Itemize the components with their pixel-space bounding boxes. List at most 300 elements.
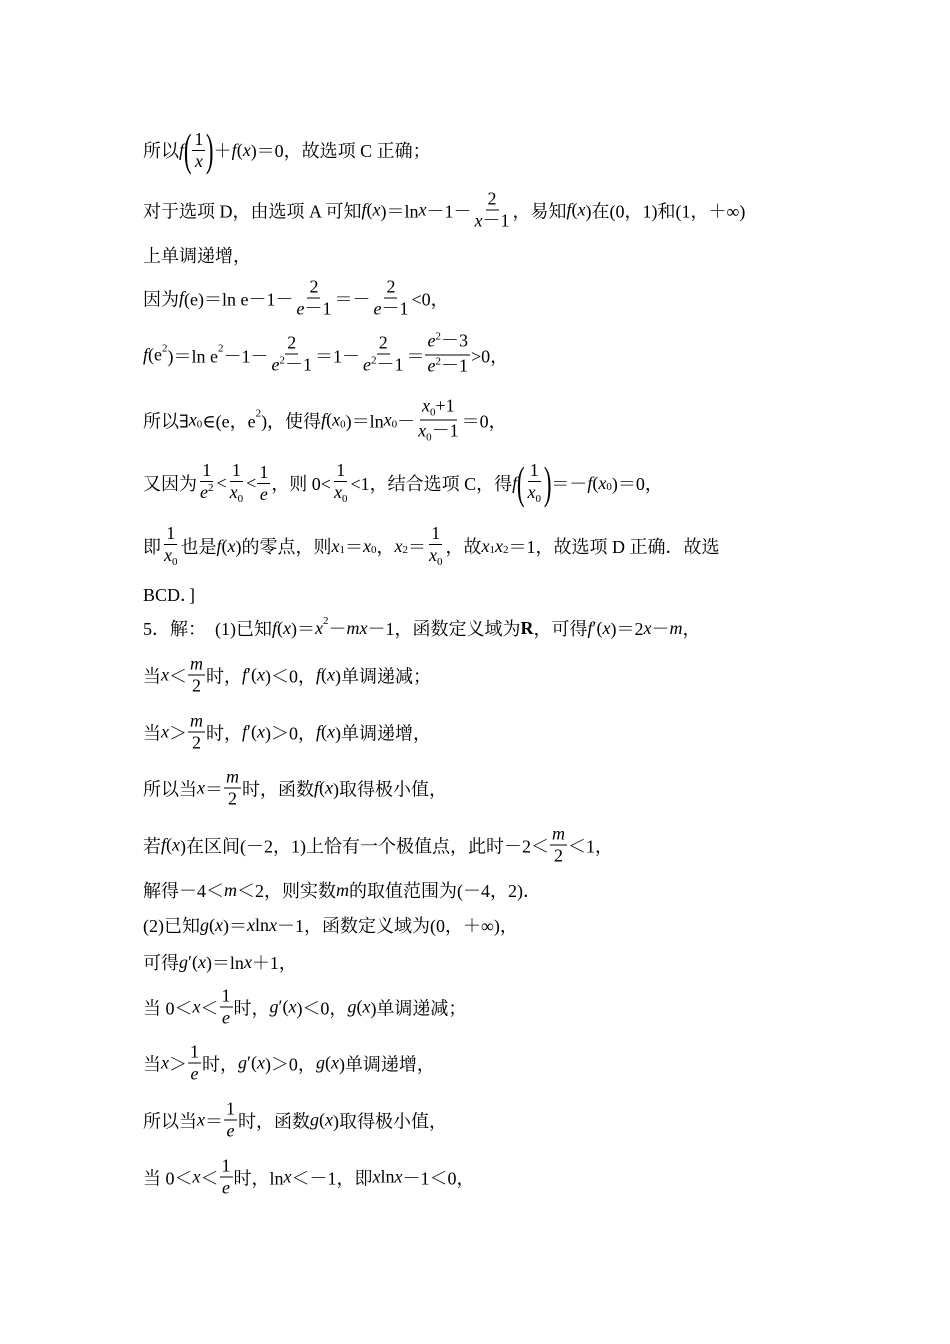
- parenthesized-fraction: [516, 457, 552, 508]
- fraction: [228, 460, 246, 506]
- text-run: 2: [192, 732, 201, 753]
- fraction-numerator: [188, 711, 205, 733]
- text-run: 当 0＜: [143, 998, 193, 1018]
- math-variable: x: [330, 1052, 339, 1073]
- math-variable: g: [200, 914, 209, 935]
- fraction-denominator: [225, 1121, 237, 1142]
- text-run: 时，: [202, 1054, 238, 1074]
- subscript: 0: [341, 493, 348, 505]
- math-variable: x: [602, 617, 611, 638]
- text-run: 1: [194, 128, 204, 149]
- text-run: )＝ln: [205, 953, 244, 973]
- text-run: －1，函数定义域为(0，＋∞)，: [277, 916, 518, 936]
- text-run: <: [216, 472, 227, 493]
- fraction-denominator: [226, 789, 239, 810]
- line-content: [143, 242, 251, 268]
- math-variable: f: [566, 199, 572, 220]
- text-run: 上单调递增，: [143, 246, 251, 266]
- text-run: －1: [431, 420, 459, 441]
- math-variable: g: [179, 951, 188, 972]
- fraction-denominator: [361, 354, 406, 378]
- text-run: (: [366, 199, 373, 220]
- math-variable: x: [164, 545, 172, 565]
- fraction-denominator: [189, 1064, 201, 1085]
- text-run: (: [221, 535, 228, 556]
- line-content: [143, 986, 466, 1029]
- subscript: 0: [371, 544, 377, 556]
- text-run: ，则 0<: [271, 474, 331, 494]
- text-run: ′(: [592, 617, 603, 638]
- text-run: －1－: [223, 346, 269, 366]
- text-run: 又因为: [143, 474, 197, 494]
- text-run: (e: [148, 344, 162, 365]
- subscript: 1: [489, 544, 496, 556]
- text-run: ＝1－: [314, 346, 360, 366]
- subscript: 0: [437, 556, 443, 568]
- subscript: 2: [503, 544, 509, 556]
- text-run: ＝－: [334, 289, 371, 309]
- math-variable: x: [188, 409, 197, 430]
- math-variable: x: [283, 617, 292, 638]
- text-run: ＜1，: [568, 836, 613, 856]
- text-run: ＝: [205, 1111, 223, 1131]
- math-variable: x: [256, 721, 265, 742]
- math-variable: f: [242, 664, 248, 685]
- fraction: [294, 277, 333, 320]
- line-content: [143, 824, 613, 867]
- text-run: ＞: [169, 1054, 187, 1074]
- math-variable: f: [161, 834, 167, 855]
- fraction-denominator: [416, 421, 461, 445]
- text-run: )取得极小值，: [333, 779, 448, 799]
- math-set-symbol: R: [520, 617, 534, 638]
- text-run: (: [571, 199, 578, 220]
- math-variable: x: [325, 777, 334, 798]
- math-variable: g: [238, 1052, 247, 1073]
- text-run: )单调递减；: [370, 998, 467, 1018]
- text-run: 当: [143, 666, 161, 686]
- math-variable: x: [527, 482, 536, 502]
- text-run: ＝: [408, 537, 427, 557]
- text-run: 1: [166, 523, 176, 543]
- right-paren: ): [206, 124, 214, 175]
- text-run: )＝ln: [380, 201, 419, 221]
- math-variable: x: [161, 721, 169, 742]
- fraction-denominator: [193, 151, 205, 172]
- math-variable: x: [197, 951, 206, 972]
- text-run: －1: [381, 298, 409, 319]
- text-run: 2: [309, 276, 319, 297]
- math-variable: e: [427, 330, 436, 351]
- math-variable: x: [474, 210, 483, 231]
- text-run: 2: [378, 332, 388, 352]
- line-content: [143, 877, 541, 903]
- text-run: )单调递增，: [334, 723, 431, 743]
- math-variable: x: [197, 1109, 205, 1130]
- fraction-numerator: [192, 129, 205, 151]
- text-run: 2: [487, 188, 497, 209]
- math-variable: x: [288, 996, 297, 1017]
- math-variable: f: [321, 409, 327, 430]
- math-variable: x: [598, 472, 607, 493]
- superscript: 2: [370, 354, 377, 366]
- fraction-numerator: [528, 460, 541, 482]
- text-run: 2: [192, 675, 201, 696]
- text-run: )取得极小值，: [333, 1111, 447, 1131]
- fraction-denominator: [371, 299, 410, 320]
- fraction-numerator: [429, 523, 442, 545]
- text-run: 解得－4＜: [143, 881, 224, 901]
- text-run: 时，ln: [233, 1168, 284, 1188]
- text-run: －1: [376, 354, 404, 374]
- text-run: ＝－: [551, 474, 588, 494]
- fraction: [188, 711, 205, 754]
- subscript: 0: [426, 431, 432, 444]
- math-variable: x: [643, 617, 652, 638]
- text-run: 1: [431, 523, 441, 543]
- text-run: )在(0，1)和(1，＋∞): [585, 201, 746, 221]
- math-variable: f: [587, 617, 593, 638]
- text-run: (: [277, 617, 284, 638]
- text-run: 即: [143, 537, 161, 557]
- text-run: )单调递增，: [338, 1054, 435, 1074]
- text-run: 所以: [143, 141, 179, 161]
- math-variable: f: [587, 472, 593, 493]
- text-run: 1: [529, 460, 539, 480]
- text-run: (: [320, 664, 327, 685]
- line-content: [143, 523, 720, 569]
- line-content: [143, 912, 518, 938]
- math-variable: g: [347, 996, 357, 1017]
- math-variable: x: [161, 664, 169, 685]
- text-run: 2: [228, 788, 237, 809]
- math-variable: x: [194, 150, 203, 171]
- fraction-numerator: [220, 986, 233, 1008]
- fraction-numerator: [420, 396, 457, 421]
- text-run: －1: [284, 354, 312, 374]
- math-variable: x: [283, 1166, 292, 1187]
- math-variable: x: [197, 777, 205, 798]
- text-run: ′(: [188, 951, 198, 972]
- math-variable: e: [190, 1063, 199, 1084]
- fraction-denominator: [228, 482, 246, 506]
- math-variable: e: [271, 354, 280, 374]
- text-run: ＜: [200, 998, 219, 1018]
- math-variable: e: [222, 1177, 230, 1198]
- fraction-denominator: [473, 211, 512, 232]
- text-run: (: [319, 777, 326, 798]
- fraction-numerator: [307, 277, 320, 299]
- text-run: <1，结合选项 C，得: [350, 474, 513, 494]
- subscript: 0: [196, 418, 203, 430]
- text-run: )＝ln e: [167, 346, 218, 366]
- math-variable: e: [373, 298, 382, 319]
- math-variable: x: [326, 664, 335, 685]
- text-run: )＜0，: [296, 998, 348, 1018]
- text-run: 所以∃: [143, 411, 189, 431]
- text-run: (: [166, 834, 173, 855]
- text-run: ＜: [169, 666, 187, 686]
- fraction: [361, 332, 406, 378]
- fraction-denominator: [427, 545, 445, 569]
- text-run: 2: [287, 332, 297, 352]
- text-run: <: [246, 472, 257, 493]
- text-run: )，使得: [261, 411, 322, 431]
- math-variable: x: [256, 1052, 265, 1073]
- math-variable: e: [226, 1120, 235, 1141]
- text-run: 时，: [206, 723, 242, 743]
- subscript: 1: [339, 544, 346, 556]
- math-variable: e: [296, 298, 305, 319]
- subscript: 0: [430, 406, 436, 419]
- text-run: ＝: [406, 346, 425, 366]
- math-variable: x: [418, 199, 427, 220]
- math-variable: x: [331, 535, 340, 556]
- fraction-numerator: [384, 277, 397, 299]
- math-variable: mx: [346, 617, 368, 638]
- text-run: －3: [440, 330, 468, 351]
- math-variable: e: [259, 483, 268, 504]
- math-variable: g: [315, 1052, 325, 1073]
- fraction-denominator: [525, 482, 543, 506]
- text-run: )＝0，故选项 C 正确；: [250, 141, 431, 161]
- fraction: [220, 986, 233, 1029]
- fraction-numerator: [188, 654, 205, 676]
- text-run: 1: [336, 460, 346, 480]
- math-variable: x: [243, 951, 252, 972]
- line-content: [143, 767, 447, 810]
- left-paren: (: [516, 457, 525, 508]
- fraction: [192, 129, 205, 172]
- math-variable: x: [332, 409, 341, 430]
- superscript: 2: [435, 330, 441, 343]
- fraction-denominator: [198, 482, 216, 506]
- text-run: (: [356, 996, 363, 1017]
- math-variable: x: [192, 996, 201, 1017]
- fraction: [425, 331, 470, 380]
- text-run: 1: [202, 460, 212, 480]
- text-run: ＜－1，即: [291, 1168, 373, 1188]
- text-run: 1: [226, 1098, 235, 1119]
- subscript: 0: [391, 418, 398, 430]
- text-run: 1: [231, 460, 241, 480]
- text-run: 时，: [206, 666, 242, 686]
- math-variable: x: [394, 1166, 403, 1187]
- text-run: 因为: [143, 289, 179, 309]
- fraction-numerator: [164, 523, 177, 545]
- text-run: 1: [190, 1041, 199, 1062]
- text-run: －1: [440, 355, 468, 376]
- subscript: 2: [402, 544, 409, 556]
- math-variable: m: [190, 653, 203, 674]
- fraction-numerator: [230, 460, 243, 482]
- math-variable: x: [242, 139, 251, 160]
- math-variable: g: [269, 996, 279, 1017]
- math-variable: f: [512, 472, 518, 493]
- math-variable: f: [216, 535, 222, 556]
- text-run: )＝ln: [345, 411, 384, 431]
- math-variable: f: [272, 617, 278, 638]
- text-run: 当: [143, 1054, 161, 1074]
- text-run: ，可得: [533, 619, 588, 639]
- text-run: 的取值范围为(－4，2)．: [349, 881, 541, 901]
- text-run: ＜: [200, 1168, 219, 1188]
- superscript: 2: [217, 342, 224, 354]
- text-run: 时，函数: [238, 1111, 310, 1131]
- text-run: 所以当: [143, 779, 197, 799]
- subscript: 0: [535, 493, 541, 505]
- math-variable: m: [669, 617, 683, 638]
- math-variable: x: [192, 1166, 201, 1187]
- text-run: 当: [143, 723, 161, 743]
- math-variable: x: [172, 834, 181, 855]
- fraction: [269, 332, 314, 378]
- text-run: ＜2，则实数: [237, 881, 336, 901]
- text-run: ＝: [345, 537, 364, 557]
- text-run: <0，: [411, 289, 449, 309]
- math-variable: x: [326, 721, 335, 742]
- math-variable: f: [242, 721, 248, 742]
- text-run: )＝: [223, 916, 247, 936]
- math-variable: f: [315, 664, 321, 685]
- text-run: －: [651, 619, 670, 639]
- math-variable: x: [227, 535, 236, 556]
- text-run: ＝0，: [461, 411, 507, 431]
- fraction: [162, 523, 180, 569]
- text-run: ∈(e，e: [202, 411, 256, 431]
- text-run: 所以当: [143, 1111, 197, 1131]
- superscript: 2: [255, 407, 262, 419]
- superscript: 2: [208, 482, 214, 494]
- line-content: [143, 1156, 475, 1199]
- math-variable: x: [363, 535, 372, 556]
- math-variable: f: [361, 199, 367, 220]
- fraction-denominator: [552, 846, 565, 867]
- fraction: [427, 523, 445, 569]
- fraction-numerator: [550, 824, 567, 846]
- math-variable: x: [481, 535, 490, 556]
- text-run: 1: [221, 1155, 231, 1176]
- fraction: [257, 462, 270, 505]
- fraction-numerator: [220, 1156, 233, 1178]
- text-run: －: [328, 619, 347, 639]
- text-run: ，: [376, 537, 395, 557]
- math-variable: x: [383, 409, 392, 430]
- subscript: 0: [606, 481, 612, 493]
- text-run: )＝2: [610, 619, 644, 639]
- text-run: ＞: [169, 723, 187, 743]
- superscript: 2: [435, 355, 441, 368]
- math-variable: f: [179, 139, 185, 160]
- superscript: 2: [323, 615, 329, 627]
- fraction-numerator: [486, 189, 499, 211]
- text-run: ′(: [247, 721, 257, 742]
- fraction-denominator: [190, 733, 203, 754]
- line-content: [143, 615, 700, 641]
- text-run: )＝0，: [611, 474, 663, 494]
- text-run: 若: [143, 836, 161, 856]
- text-run: 可得: [143, 953, 179, 973]
- text-run: －1: [304, 298, 332, 319]
- fraction: [198, 460, 216, 506]
- text-run: ，易知: [512, 201, 567, 221]
- text-run: －1＜0，: [402, 1168, 475, 1188]
- fraction-denominator: [332, 482, 350, 506]
- math-variable: x: [577, 199, 586, 220]
- math-variable: f: [143, 344, 149, 365]
- fraction-denominator: [425, 356, 470, 380]
- fraction: [525, 460, 543, 506]
- fraction-denominator: [162, 545, 180, 569]
- math-variable: x: [315, 617, 324, 638]
- superscript: 2: [162, 342, 168, 354]
- text-run: ′(: [278, 996, 289, 1017]
- text-run: －1: [482, 210, 510, 231]
- fraction-numerator: [334, 460, 347, 482]
- text-run: 时，函数: [242, 779, 314, 799]
- math-variable: e: [362, 354, 371, 374]
- line-content: [143, 949, 297, 975]
- math-variable: m: [226, 766, 239, 787]
- fraction-numerator: [224, 767, 241, 789]
- text-run: (: [319, 1109, 325, 1130]
- fraction-denominator: [294, 299, 333, 320]
- line-content: [143, 1099, 447, 1142]
- text-run: ＝1，故选项 D 正确．故选: [508, 537, 720, 557]
- fraction: [473, 189, 512, 232]
- text-run: (e)＝ln e－1－: [184, 289, 294, 309]
- fraction-numerator: [200, 460, 213, 482]
- text-run: 2: [386, 276, 396, 297]
- text-run: 1: [259, 461, 269, 482]
- math-variable: e: [200, 482, 208, 502]
- text-run: 5．解： (1)已知: [143, 619, 272, 639]
- text-run: (: [236, 139, 243, 160]
- math-variable: x: [422, 395, 430, 416]
- fraction-denominator: [258, 484, 270, 505]
- math-variable: f: [315, 721, 321, 742]
- text-run: 也是: [180, 537, 217, 557]
- line-content: [143, 1042, 435, 1085]
- math-variable: x: [256, 664, 265, 685]
- math-variable: e: [427, 355, 436, 376]
- text-run: )＜0，: [264, 666, 316, 686]
- left-paren: (: [183, 124, 192, 175]
- text-run: 2: [554, 845, 563, 866]
- line-content: [143, 711, 431, 754]
- text-run: )＞0，: [264, 723, 316, 743]
- text-run: (: [209, 914, 215, 935]
- text-run: －1－: [426, 201, 472, 221]
- math-variable: m: [190, 710, 203, 731]
- superscript: 2: [279, 354, 285, 366]
- text-run: ＋1，: [251, 953, 297, 973]
- fraction: [332, 460, 350, 506]
- line-content: [143, 396, 507, 445]
- fraction: [188, 1042, 201, 1085]
- math-variable: g: [310, 1109, 319, 1130]
- text-run: 时，: [233, 998, 270, 1018]
- fraction-denominator: [220, 1178, 232, 1199]
- line-content: [143, 277, 449, 320]
- math-variable: m: [552, 823, 565, 844]
- fraction-denominator: [190, 676, 203, 697]
- fraction-numerator: [377, 332, 390, 354]
- line-content: [143, 654, 431, 697]
- subscript: 0: [237, 493, 244, 505]
- math-variable: x: [418, 420, 427, 441]
- fraction: [371, 277, 410, 320]
